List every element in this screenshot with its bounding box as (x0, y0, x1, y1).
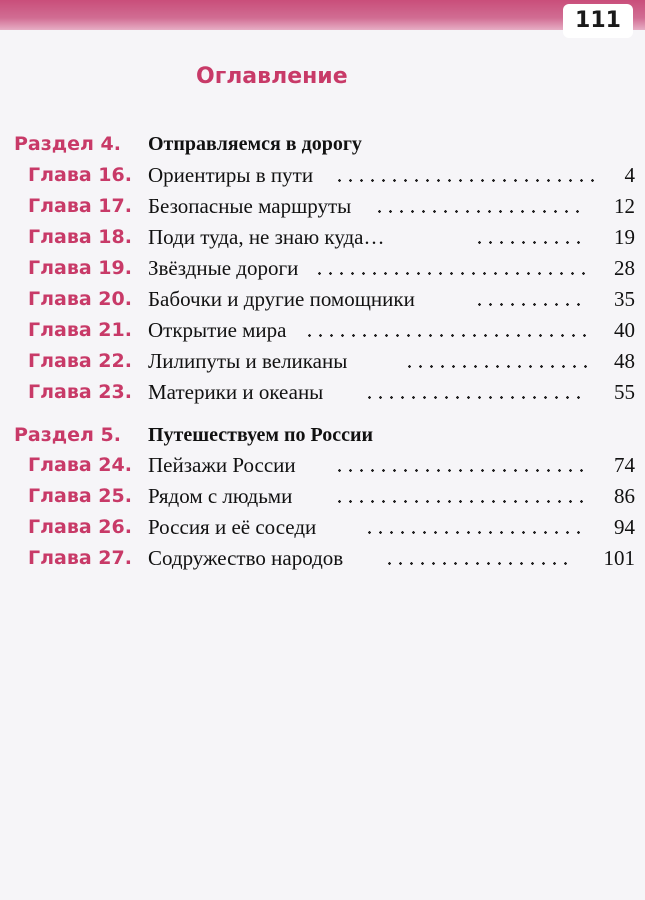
toc-entry-chapter-21[interactable] (28, 315, 635, 345)
toc-entry-chapter-27[interactable] (28, 543, 635, 573)
dot-leader (334, 179, 600, 182)
chapter-title: Содружество народов (148, 546, 344, 570)
toc-entry-chapter-17[interactable] (28, 191, 635, 221)
chapter-label: Глава 24. (28, 454, 132, 476)
dot-leader (314, 272, 587, 275)
chapter-label: Глава 21. (28, 319, 132, 341)
chapter-label: Глава 16. (28, 164, 132, 186)
chapter-page-number: 94 (614, 515, 635, 539)
chapter-page-number: 28 (614, 256, 635, 280)
chapter-page-number: 35 (614, 287, 635, 311)
toc-entry-chapter-24[interactable] (28, 450, 635, 480)
toc-heading: Оглавление (196, 64, 348, 89)
chapter-page-number: 48 (614, 349, 635, 373)
toc-entry-chapter-23[interactable] (28, 377, 635, 407)
chapter-title: Открытие мира (148, 318, 287, 342)
chapter-title: Рядом с людьми (148, 484, 293, 508)
chapter-label: Глава 26. (28, 516, 132, 538)
chapter-label: Глава 19. (28, 257, 132, 279)
dot-leader (474, 303, 587, 306)
chapter-page-number: 74 (614, 453, 635, 477)
section-5-row (14, 420, 373, 450)
dot-leader (334, 469, 587, 472)
dot-leader (334, 500, 587, 503)
chapter-label: Глава 17. (28, 195, 132, 217)
toc-entry-chapter-20[interactable] (28, 284, 635, 314)
chapter-title: Россия и её соседи (148, 515, 317, 539)
section-label: Раздел 4. (14, 133, 121, 155)
chapter-title: Материки и океаны (148, 380, 324, 404)
chapter-label: Глава 23. (28, 381, 132, 403)
chapter-title: Бабочки и другие помощники (148, 287, 415, 311)
header-band (0, 0, 645, 30)
chapter-label: Глава 27. (28, 547, 132, 569)
chapter-page-number: 4 (624, 163, 635, 187)
chapter-title: Поди туда, не знаю куда… (148, 225, 385, 249)
chapter-label: Глава 20. (28, 288, 132, 310)
chapter-label: Глава 22. (28, 350, 132, 372)
toc-entry-chapter-16[interactable] (28, 160, 635, 190)
toc-entry-chapter-26[interactable] (28, 512, 635, 542)
chapter-title: Ориентиры в пути (148, 163, 314, 187)
dot-leader (364, 396, 587, 399)
dot-leader (404, 365, 587, 368)
chapter-page-number: 86 (614, 484, 635, 508)
page-number: 111 (563, 4, 633, 38)
toc-entry-chapter-18[interactable] (28, 222, 635, 252)
chapter-label: Глава 18. (28, 226, 132, 248)
chapter-page-number: 55 (614, 380, 635, 404)
toc-entry-chapter-22[interactable] (28, 346, 635, 376)
chapter-label: Глава 25. (28, 485, 132, 507)
chapter-page-number: 12 (614, 194, 635, 218)
dot-leader (474, 241, 587, 244)
toc-entry-chapter-19[interactable] (28, 253, 635, 283)
chapter-title: Лилипуты и великаны (148, 349, 348, 373)
chapter-page-number: 19 (614, 225, 635, 249)
dot-leader (384, 562, 575, 565)
toc-entry-chapter-25[interactable] (28, 481, 635, 511)
section-4-row (14, 129, 362, 159)
dot-leader (374, 210, 587, 213)
chapter-page-number: 101 (603, 546, 635, 570)
dot-leader (364, 531, 587, 534)
section-title: Отправляемся в дорогу (148, 133, 362, 155)
section-label: Раздел 5. (14, 424, 121, 446)
dot-leader (304, 334, 587, 337)
chapter-title: Пейзажи России (148, 453, 296, 477)
chapter-page-number: 40 (614, 318, 635, 342)
section-title: Путешествуем по России (148, 424, 374, 446)
chapter-title: Безопасные маршруты (148, 194, 352, 218)
chapter-title: Звёздные дороги (148, 256, 299, 280)
